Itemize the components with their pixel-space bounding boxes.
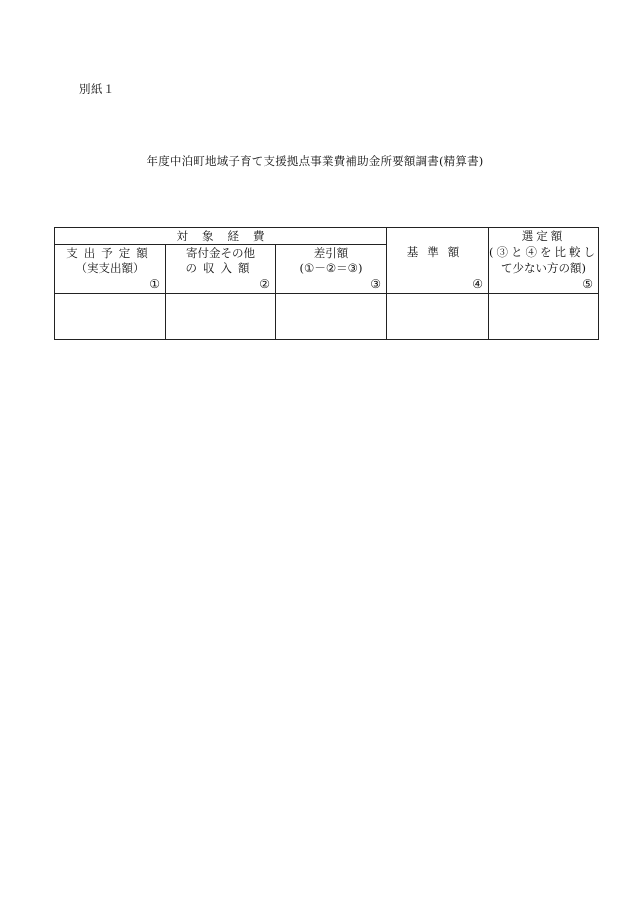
column-marker-1: ① (149, 277, 160, 291)
column-header-4 (387, 228, 489, 294)
target-expenses-header: 対象経費 (55, 228, 387, 245)
column-marker-2: ② (259, 277, 270, 291)
column-marker-4: ④ (472, 277, 483, 291)
table-cell-difference (276, 294, 387, 340)
column-header-5-line1: 選定額 (521, 229, 566, 243)
column-marker-5: ⑤ (582, 277, 593, 291)
column-header-1 (55, 245, 166, 294)
attachment-label: 別紙１ (79, 82, 115, 96)
table-cell-expected-expenditure (55, 294, 166, 340)
column-header-5 (489, 228, 599, 294)
column-header-1-line1: 支出予定額 (66, 246, 154, 260)
column-header-2 (166, 245, 276, 294)
column-header-2-line1: 寄付金その他 (186, 246, 255, 260)
column-header-3-line2: (①－②＝③) (299, 261, 363, 275)
table-cell-donation-income (166, 294, 276, 340)
table-cell-selected-amount (489, 294, 599, 340)
document-title: 年度中泊町地域子育て支援拠点事業費補助金所要額調書(精算書) (146, 154, 484, 168)
column-header-2-line2: の収入額 (185, 261, 256, 275)
column-header-5-line3: て少ない方の額) (501, 261, 586, 275)
settlement-table (54, 227, 599, 340)
table-header-row-1 (55, 228, 599, 245)
table-row (55, 294, 599, 340)
column-marker-3: ③ (370, 277, 381, 291)
column-header-3 (276, 245, 387, 294)
table-cell-standard-amount (387, 294, 489, 340)
column-header-4-label: 基準額 (406, 245, 469, 259)
column-header-1-line2: （実支出額） (75, 261, 145, 275)
column-header-5-line2: (③と④を比較し (489, 245, 598, 259)
column-header-3-line1: 差引額 (313, 246, 349, 260)
